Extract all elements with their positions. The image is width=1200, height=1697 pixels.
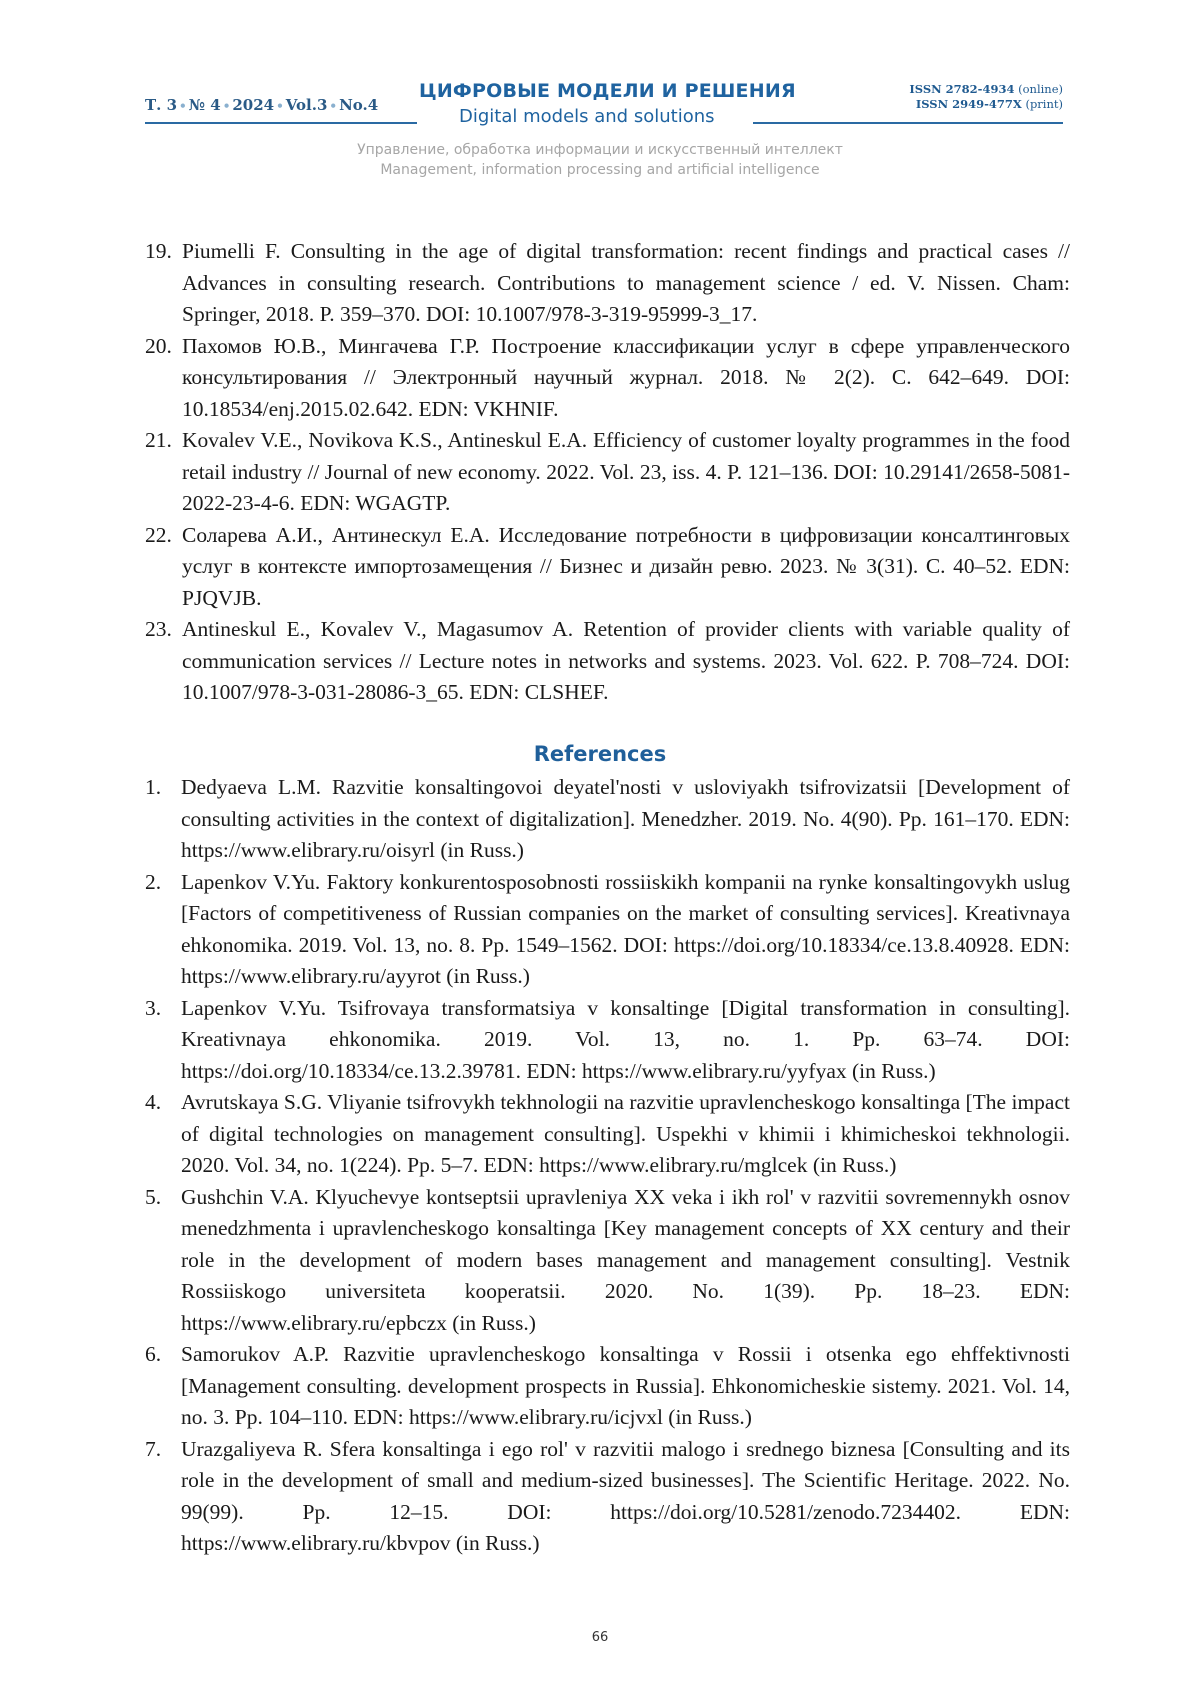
reference-item: [145, 614, 1070, 709]
reference-list-en: [145, 772, 1070, 1560]
reference-number: 3.: [145, 993, 161, 1025]
reference-item: [145, 1339, 1070, 1434]
header-rule-right: [753, 122, 1063, 124]
reference-item: [145, 993, 1070, 1088]
reference-text: Dedyaeva L.M. Razvitie konsaltingovoi deyatel'nosti v usloviyakh tsifrovizatsii [Development of consulting activities in the context of digitalization]. Menedzher. 2019. No. 4(90). Pp. 161–170. EDN: https://www.elibrary.ru/oisyrl (in Russ.): [181, 775, 1070, 862]
volume-issue-line: Т. 3 • № 4 • 2024 • Vol.3 • No.4: [145, 96, 378, 114]
section-title-en: Management, information processing and artificial intelligence: [0, 160, 1200, 180]
header-rule-left: [145, 122, 417, 124]
reference-number: 5.: [145, 1182, 161, 1214]
page-number: 66: [0, 1630, 1200, 1645]
issn-print: ISSN 2949-477X: [916, 97, 1022, 111]
reference-list-ru: [145, 236, 1070, 709]
reference-number: 7.: [145, 1434, 161, 1466]
issue-ru: № 4: [189, 96, 221, 114]
reference-text: Lapenkov V.Yu. Tsifrovaya transformatsiya v konsaltinge [Digital transformation in consulting]. Kreativnaya ehkonomika. 2019. Vol. 13, no. 1. Pp. 63–74. DOI: https://doi.org/10.18334/ce.13.2.39781. EDN: https://www.elibrary.ru/yyfyax (in Russ.): [181, 996, 1070, 1083]
journal-title-en: Digital models and solutions: [459, 106, 715, 127]
reference-text: Piumelli F. Consulting in the age of digital transformation: recent findings and practical cases // Advances in consulting research. Contributions to management science / ed. V. Nissen. Cham: Springer, 2018. P. 359–370. DOI: 10.1007/978-3-319-95999-3_17.: [182, 239, 1070, 326]
reference-text: Urazgaliyeva R. Sfera konsaltinga i ego rol' v razvitii malogo i srednego biznesa [Consulting and its role in the development of small and medium-sized businesses]. The Scientific Heritage. 2022. No. 99(99). Pp. 12–15. DOI: https://doi.org/10.5281/zenodo.7234402. EDN: https://www.elibrary.ru/kbvpov (in Russ.): [181, 1437, 1070, 1556]
reference-number: 6.: [145, 1339, 161, 1371]
volume-en: Vol.3: [286, 96, 328, 114]
reference-item: [145, 1087, 1070, 1182]
reference-text: Avrutskaya S.G. Vliyanie tsifrovykh tekhnologii na razvitie upravlencheskogo konsaltinga [The impact of digital technologies on management consulting]. Uspekhi v khimii i khimicheskoi tekhnologii. 2020. Vol. 34, no. 1(224). Pp. 5–7. EDN: https://www.elibrary.ru/mglcek (in Russ.): [181, 1090, 1070, 1177]
issue-en: No.4: [339, 96, 378, 114]
section-title-ru: Управление, обработка информации и искусственный интеллект: [0, 140, 1200, 160]
reference-item: [145, 331, 1070, 426]
section-title: [0, 140, 1200, 180]
journal-header: [145, 78, 1063, 128]
reference-item: [145, 1182, 1070, 1340]
reference-text: Samorukov A.P. Razvitie upravlencheskogo konsaltinga v Rossii i otsenka ego ehffektivnosti [Management consulting. development prospects in Russia]. Ehkonomicheskie sistemy. 2021. Vol. 14, no. 3. Pp. 104–110. EDN: https://www.elibrary.ru/icjvxl (in Russ.): [181, 1342, 1070, 1429]
reference-number: 23.: [145, 614, 172, 646]
reference-item: [145, 1434, 1070, 1560]
reference-number: 22.: [145, 520, 172, 552]
reference-text: Gushchin V.A. Klyuchevye kontseptsii upravleniya XX veka i ikh rol' v razvitii sovremennykh osnov menedzhmenta i upravlencheskogo konsaltinga [Key management concepts of XX century and their role in the development of modern bases management and management consulting]. Vestnik Rossiiskogo universiteta kooperatsii. 2020. No. 1(39). Pp. 18–23. EDN: https://www.elibrary.ru/epbczx (in Russ.): [181, 1185, 1070, 1335]
issn-block: [909, 82, 1063, 112]
reference-item: [145, 772, 1070, 867]
reference-text: Соларева А.И., Антинескул Е.А. Исследование потребности в цифровизации консалтинговых услуг в контексте импортозамещения // Бизнес и дизайн ревю. 2023. № 3(31). С. 40–52. EDN: PJQVJB.: [182, 523, 1070, 610]
reference-number: 4.: [145, 1087, 161, 1119]
issn-online: ISSN 2782-4934: [909, 82, 1014, 96]
reference-item: [145, 425, 1070, 520]
reference-number: 20.: [145, 331, 172, 363]
reference-text: Antineskul E., Kovalev V., Magasumov A. Retention of provider clients with variable quality of communication services // Lecture notes in networks and systems. 2023. Vol. 622. P. 708–724. DOI: 10.1007/978-3-031-28086-3_65. EDN: CLSHEF.: [182, 617, 1070, 704]
references-heading: References: [0, 742, 1200, 766]
year: 2024: [232, 96, 274, 114]
reference-text: Kovalev V.E., Novikova K.S., Antineskul E.A. Efficiency of customer loyalty programmes in the food retail industry // Journal of new economy. 2022. Vol. 23, iss. 4. P. 121–136. DOI: 10.29141/2658-5081-2022-23-4-6. EDN: WGAGTP.: [182, 428, 1070, 515]
reference-number: 1.: [145, 772, 161, 804]
issn-online-label: (online): [1018, 82, 1063, 96]
reference-item: [145, 520, 1070, 615]
reference-number: 21.: [145, 425, 172, 457]
reference-number: 19.: [145, 236, 172, 268]
reference-number: 2.: [145, 867, 161, 899]
issn-print-label: (print): [1025, 97, 1063, 111]
volume-ru: Т. 3: [145, 96, 177, 114]
reference-item: [145, 236, 1070, 331]
journal-title-ru: ЦИФРОВЫЕ МОДЕЛИ И РЕШЕНИЯ: [419, 80, 796, 102]
reference-text: Lapenkov V.Yu. Faktory konkurentosposobnosti rossiiskikh kompanii na rynke konsaltingovykh uslug [Factors of competitiveness of Russian companies on the market of consulting services]. Kreativnaya ehkonomika. 2019. Vol. 13, no. 8. Pp. 1549–1562. DOI: https://doi.org/10.18334/ce.13.8.40928. EDN: https://www.elibrary.ru/ayyrot (in Russ.): [181, 870, 1070, 989]
reference-text: Пахомов Ю.В., Мингачева Г.Р. Построение классификации услуг в сфере управленческого консультирования // Электронный научный журнал. 2018. № 2(2). С. 642–649. DOI: 10.18534/enj.2015.02.642. EDN: VKHNIF.: [182, 334, 1070, 421]
reference-item: [145, 867, 1070, 993]
